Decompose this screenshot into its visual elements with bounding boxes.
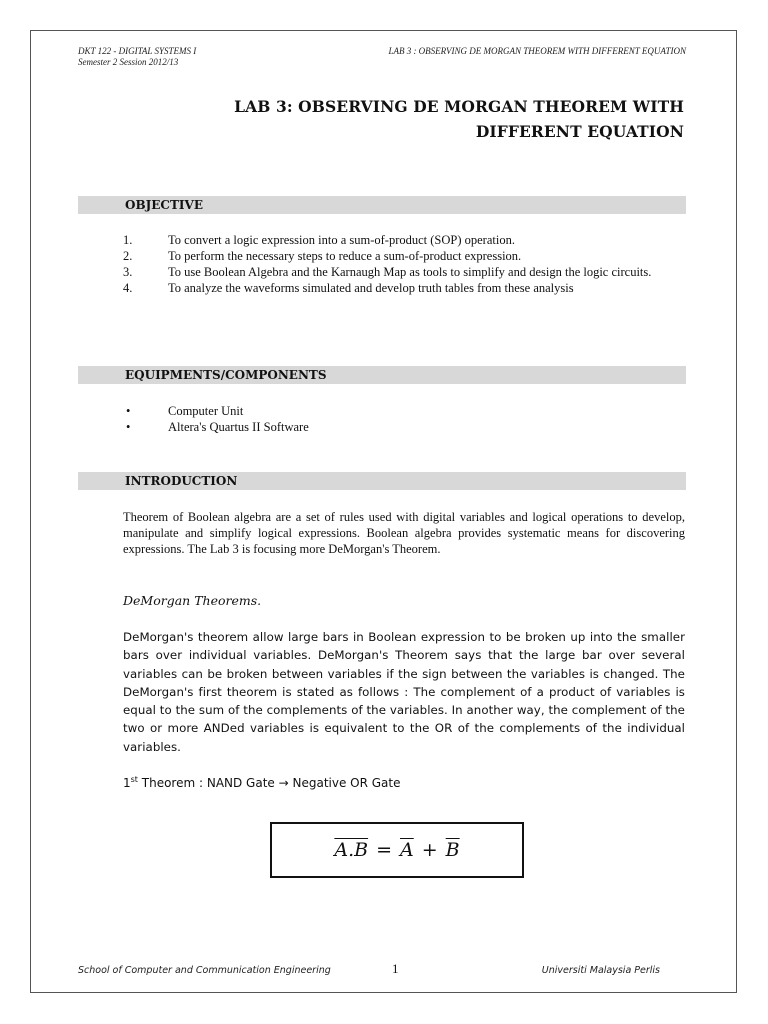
formula-equals: =: [376, 839, 393, 861]
formula-lhs: A.B: [334, 839, 369, 861]
objective-heading: OBJECTIVE: [125, 198, 203, 212]
formula-a-complement: $\overline{A}$: [400, 839, 414, 861]
objective-item-text: To analyze the waveforms simulated and develop truth tables from these analysis: [168, 281, 574, 295]
page-title: [234, 94, 684, 144]
objective-item-text: To perform the necessary steps to reduce a sum-of-product expression.: [168, 249, 522, 263]
demorgan-subheading: DeMorgan Theorems.: [123, 593, 262, 608]
footer-page-number: 1: [392, 961, 399, 976]
equipment-item-text: Computer Unit: [168, 404, 244, 418]
objective-item-num: 3.: [123, 265, 133, 279]
demorgan-formula-box: [270, 822, 524, 878]
equipment-item-text: Altera's Quartus II Software: [168, 420, 309, 434]
objective-heading-band: [78, 196, 686, 214]
theorem-number: 1: [123, 776, 131, 790]
equipment-heading-band: [78, 366, 686, 384]
objective-item-text: To convert a logic expression into a sum-of-product (SOP) operation.: [168, 233, 515, 247]
header-course-info: [78, 46, 196, 68]
objective-item-num: 4.: [123, 281, 133, 295]
demorgan-paragraph: DeMorgan's theorem allow large bars in Boolean expression to be broken up into the smaller bars over individual variables. DeMorgan's Theorem says that the large bar over several variables can be broken between variables if the sign between the variables is changed. The DeMorgan's first theorem is stated as follows : The complement of a product of variables is equal to the sum of the complements of the variables. In another way, the complement of the two or more ANDed variables is equivalent to the OR of the complements of the individual variables.: [123, 630, 685, 754]
objective-item-num: 1.: [123, 233, 133, 247]
objective-item-text: To use Boolean Algebra and the Karnaugh Map as tools to simplify and design the logic circuits.: [168, 265, 652, 279]
introduction-paragraph: Theorem of Boolean algebra are a set of rules used with digital variables and logical operations to develop, manipulate and simplify logical expressions. Boolean algebra provides systematic means for discovering expressions. The Lab 3 is focusing more DeMorgan's Theorem.: [123, 510, 685, 556]
footer-university: Universiti Malaysia Perlis: [541, 965, 660, 976]
objective-item: [123, 232, 688, 248]
objective-item: [123, 248, 688, 264]
first-theorem-line: [123, 775, 401, 790]
formula-plus: +: [421, 839, 438, 861]
objective-item: [123, 264, 688, 280]
introduction-heading: INTRODUCTION: [125, 474, 238, 488]
bullet-icon: •: [126, 404, 131, 418]
footer-school: School of Computer and Communication Engineering: [78, 965, 331, 976]
objective-list: [123, 232, 688, 296]
theorem-ordinal: st: [130, 775, 138, 784]
objective-item: [123, 280, 688, 296]
header-semester: Semester 2 Session 2012/13: [78, 57, 179, 67]
formula-b-complement: $\overline{B}$: [445, 839, 460, 861]
equipment-list: [123, 403, 688, 435]
equipment-heading: EQUIPMENTS/COMPONENTS: [125, 368, 327, 382]
header-course: DKT 122 - DIGITAL SYSTEMS I: [78, 46, 197, 56]
objective-item-num: 2.: [123, 249, 133, 263]
equipment-item: [123, 419, 688, 435]
header-lab-ref: LAB 3 : OBSERVING DE MORGAN THEOREM WITH DIFFERENT EQUATION: [388, 46, 686, 56]
theorem-text: Theorem : NAND Gate → Negative OR Gate: [137, 776, 401, 790]
bullet-icon: •: [126, 420, 131, 434]
title-line-2: DIFFERENT EQUATION: [475, 122, 684, 141]
equipment-item: [123, 403, 688, 419]
introduction-heading-band: [78, 472, 686, 490]
title-line-1: LAB 3: OBSERVING DE MORGAN THEOREM WITH: [234, 97, 684, 116]
